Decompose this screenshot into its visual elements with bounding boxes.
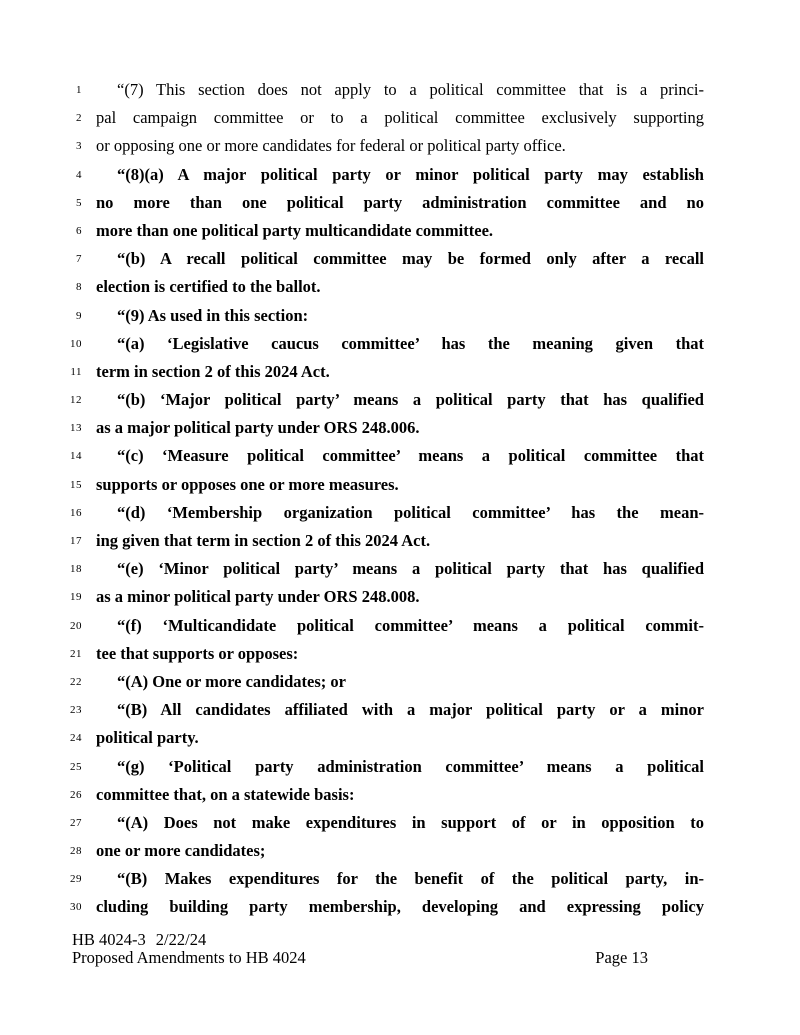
text-line [0,442,800,470]
text-line [0,865,800,893]
text-line [0,132,800,160]
text-line [0,893,800,921]
line-number: 7 [76,253,82,266]
line-number: 19 [70,591,82,604]
line-number: 15 [70,478,82,491]
line-number: 28 [70,845,82,858]
line-number: 26 [70,788,82,801]
text-line [0,837,800,865]
line-number: 25 [70,760,82,773]
line-text: pal campaign committee or to a political committee exclusively supporting [96,108,704,128]
text-line [0,245,800,273]
text-line [0,499,800,527]
text-line [0,612,800,640]
line-number: 3 [76,140,82,153]
text-line [0,330,800,358]
line-number: 16 [70,506,82,519]
text-line [0,386,800,414]
line-number: 1 [76,84,82,96]
line-number: 14 [70,450,82,463]
line-number: 20 [70,619,82,632]
page-number: Page 13 [595,947,648,967]
page-footer [72,931,648,966]
document-title: Proposed Amendments to HB 4024 [72,947,306,967]
line-number: 8 [76,281,82,294]
line-text: no more than one political party administration committee and no [96,192,704,212]
text-line [0,414,800,442]
text-line [0,753,800,781]
line-number: 11 [70,365,82,378]
line-text: “(c) ‘Measure political committee’ means a political committee that [117,446,704,466]
line-text: election is certified to the ballot. [96,277,321,297]
text-line [0,555,800,583]
line-number: 29 [70,873,82,886]
text-lines [0,76,800,922]
line-text: “(B) Makes expenditures for the benefit of the political party, in- [117,869,704,889]
line-text: tee that supports or opposes: [96,643,299,663]
text-line [0,161,800,189]
line-text: “(7) This section does not apply to a political committee that is a princi- [117,80,704,99]
line-text: “(A) One or more candidates; or [117,671,346,691]
line-number: 9 [76,309,82,322]
line-text: “(8)(a) A major political party or minor political party may establish [117,164,704,184]
text-line [0,809,800,837]
line-text: “(e) ‘Minor political party’ means a political party that has qualified [117,559,704,579]
text-line [0,527,800,555]
line-number: 30 [70,901,82,914]
line-number: 6 [76,224,82,237]
text-line [0,583,800,611]
text-line [0,76,800,104]
line-text: “(d) ‘Membership organization political committee’ has the mean- [117,502,704,522]
line-number: 2 [76,112,82,125]
text-line [0,724,800,752]
line-number: 17 [70,535,82,547]
line-text: supports or opposes one or more measures. [96,474,399,494]
text-line [0,668,800,696]
text-line [0,189,800,217]
line-text: “(B) All candidates affiliated with a major political party or a minor [117,700,704,720]
text-line [0,358,800,386]
line-number: 22 [70,675,82,688]
bill-version-date [72,931,648,949]
text-line [0,273,800,301]
line-text: as a minor political party under ORS 248.008. [96,587,420,607]
text-line [0,104,800,132]
line-text: ing given that term in section 2 of this 2024 Act. [96,531,431,550]
line-number: 12 [70,394,82,407]
line-text: cluding building party membership, developing and expressing policy [96,897,704,917]
text-line [0,781,800,809]
line-text: “(b) A recall political committee may be formed only after a recall [117,249,704,269]
line-number: 18 [70,563,82,576]
line-text: “(A) Does not make expenditures in support of or in opposition to [117,812,704,832]
text-line [0,302,800,330]
line-number: 23 [70,704,82,717]
line-text: committee that, on a statewide basis: [96,784,355,804]
line-number: 5 [76,196,82,209]
line-number: 13 [70,422,82,435]
text-line [0,217,800,245]
line-text: “(f) ‘Multicandidate political committee’ means a political commit- [117,615,704,635]
text-line [0,471,800,499]
line-number: 21 [70,647,82,660]
line-number: 27 [70,816,82,829]
bill-number: HB 4024-3 [72,930,146,949]
line-number: 10 [70,337,82,350]
text-line [0,640,800,668]
line-text: “(9) As used in this section: [117,305,309,325]
text-line [0,696,800,724]
line-text: one or more candidates; [96,841,266,861]
line-text: “(g) ‘Political party administration committee’ means a political [117,756,704,776]
footer-date: 2/22/24 [155,930,207,949]
line-number: 4 [76,168,82,181]
line-text: “(b) ‘Major political party’ means a political party that has qualified [117,390,704,410]
line-number: 24 [70,732,82,745]
line-text: more than one political party multicandidate committee. [96,220,494,240]
line-text: “(a) ‘Legislative caucus committee’ has the meaning given that [117,333,704,353]
line-text: political party. [96,728,199,748]
line-text: term in section 2 of this 2024 Act. [96,361,330,381]
line-text: as a major political party under ORS 248.006. [96,418,420,438]
line-text: or opposing one or more candidates for federal or political party office. [96,136,566,156]
